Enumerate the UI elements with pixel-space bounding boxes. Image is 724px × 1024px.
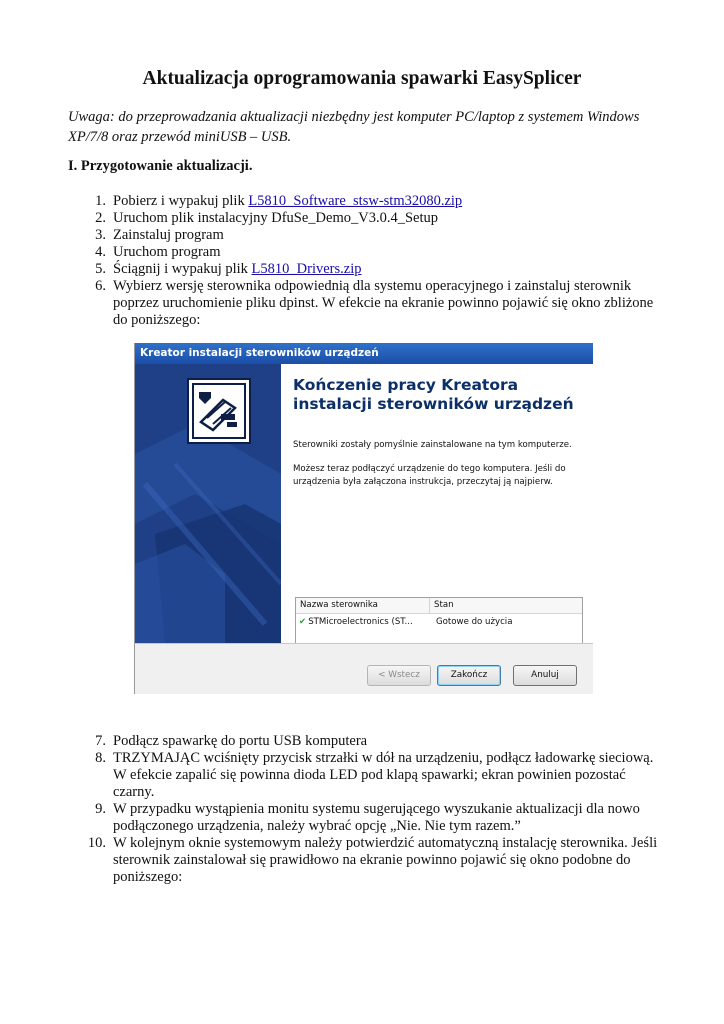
back-button[interactable]: < Wstecz [367, 665, 431, 686]
wizard-side-panel [135, 364, 281, 643]
steps-list-part2 [68, 733, 658, 886]
wizard-content [281, 364, 593, 643]
list-item: 7. Podłącz spawarkę do portu USB komputera [95, 733, 368, 749]
wizard-instructions-text: Możesz teraz podłączyć urządzenie do tego komputera. Jeśli do urządzenia była załączona instrukcja, przeczytaj ją najpierw. [293, 464, 566, 487]
requirements-note: Uwaga: do przeprowadzania aktualizacji niezbędny jest komputer PC/laptop z systemem Windows XP/7/8 oraz przewód miniUSB – USB. [68, 109, 640, 145]
list-item: 5. Ściągnij i wypakuj plik L5810_Drivers.zip [95, 261, 362, 277]
steps-list-part1 [68, 193, 658, 329]
section-heading: I. Przygotowanie aktualizacji. [68, 158, 253, 174]
cancel-button[interactable]: Anuluj [513, 665, 577, 686]
driver-wizard-screenshot [134, 343, 593, 694]
column-header-driver-name[interactable]: Nazwa sterownika [296, 598, 430, 613]
checkmark-icon: ✔ [299, 617, 307, 627]
wizard-success-text: Sterowniki zostały pomyślnie zainstalowane na tym komputerze. [293, 440, 572, 450]
list-item: 10. W kolejnym oknie systemowym należy potwierdzić automatyczną instalację sterownika. Jeśli sterownik zainstalował się prawidłowo na ekranie powinno pojawić się okno podobne do poniższego: [87, 835, 658, 885]
drivers-zip-link[interactable]: L5810_Drivers.zip [251, 261, 362, 277]
list-item: 1. Pobierz i wypakuj plik L5810_Software_stsw-stm32080.zip [95, 193, 463, 209]
driver-status: Gotowe do użycia [436, 617, 513, 627]
driver-name: STMicroelectronics (ST... [308, 617, 413, 627]
hardware-installer-icon [187, 378, 251, 444]
column-header-status[interactable]: Stan [434, 600, 454, 610]
list-item: 8. TRZYMAJĄC wciśnięty przycisk strzałki w dół na urządzeniu, podłącz ładowarkę sieciową. W efekcie zapalić się powinna dioda LED pod klapą spawarki; ekran powinien pozostać czarny. [95, 750, 654, 800]
driver-table [295, 597, 583, 645]
driver-table-header [296, 598, 582, 614]
document-title: Aktualizacja oprogramowania spawarki EasySplicer [142, 68, 582, 89]
list-item: 3. Zainstaluj program [95, 227, 224, 243]
wizard-titlebar: Kreator instalacji sterowników urządzeń [135, 343, 593, 364]
table-row[interactable] [296, 614, 582, 630]
wizard-button-bar [135, 643, 593, 694]
list-item: 6. Wybierz wersję sterownika odpowiednią dla systemu operacyjnego i zainstaluj sterownik poprzez uruchomienie pliku dpinst. W efekcie na ekranie powinno pojawić się okno zbliżone do poniższego: [95, 278, 654, 328]
list-item: 9. W przypadku wystąpienia monitu systemu sugerującego wyszukanie aktualizacji dla nowo podłączonego urządzenia, należy wybrać opcję „Nie. Nie tym razem.” [95, 801, 640, 834]
finish-button[interactable]: Zakończ [437, 665, 501, 686]
list-item: 4. Uruchom program [95, 244, 221, 260]
wizard-heading: Kończenie pracy Kreatora instalacji sterowników urządzeń [293, 376, 574, 413]
software-zip-link[interactable]: L5810_Software_stsw-stm32080.zip [248, 193, 463, 209]
list-item: 2. Uruchom plik instalacyjny DfuSe_Demo_V3.0.4_Setup [95, 210, 438, 226]
